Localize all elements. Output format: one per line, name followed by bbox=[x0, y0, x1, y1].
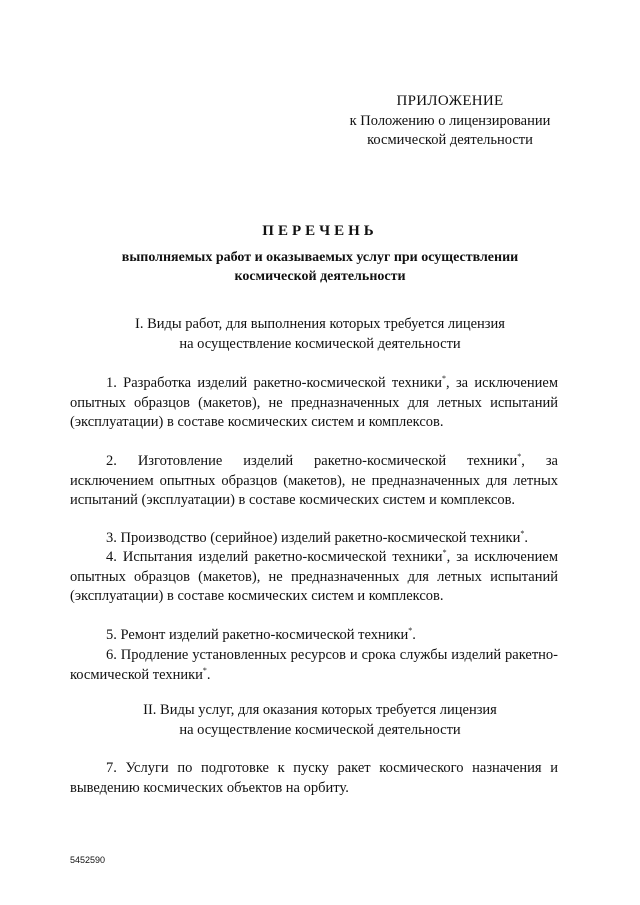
item-1-text: 1. Разработка изделий ракетно-космической техники bbox=[106, 375, 443, 391]
section-2-line-1: II. Виды услуг, для оказания которых требуется лицензия bbox=[143, 702, 497, 718]
item-6-rest: . bbox=[206, 666, 211, 683]
footnote-mark: * bbox=[202, 665, 207, 675]
appendix-line-1: к Положению о лицензировании bbox=[349, 112, 551, 129]
section-1-line-2: на осуществление космической деятельности bbox=[179, 335, 461, 352]
footnote-mark: * bbox=[408, 626, 413, 636]
item-1-rest: , за исключением опытных образцов (макетов), не предназначенных для летных испытаний (эксплуатации) в составе космических систем и комплексов. bbox=[70, 375, 559, 430]
section-2-title bbox=[70, 701, 570, 740]
footnote-mark: * bbox=[517, 452, 522, 462]
document-title: ПЕРЕЧЕНЬ bbox=[262, 223, 378, 239]
list-item-7 bbox=[70, 759, 558, 798]
item-2-text: 2. Изготовление изделий ракетно-космической техники bbox=[106, 453, 518, 469]
list-item-6 bbox=[70, 646, 558, 685]
list-item-5 bbox=[70, 626, 558, 646]
subtitle-line-1: выполняемых работ и оказываемых услуг при осуществлении bbox=[121, 250, 519, 265]
document-code: 5452590 bbox=[70, 855, 106, 865]
list-item-3 bbox=[70, 529, 558, 549]
section-1-title bbox=[70, 315, 570, 354]
appendix-title: ПРИЛОЖЕНИЕ bbox=[396, 93, 504, 109]
item-5-text: 5. Ремонт изделий ракетно-космической техники bbox=[106, 627, 409, 643]
appendix-line-2: космической деятельности bbox=[367, 132, 533, 148]
subtitle-line-2: космической деятельности bbox=[234, 269, 406, 284]
item-4-rest: , за исключением опытных образцов (макетов), не предназначенных для летных испытаний (эксплуатации) в составе космических систем и комплексов. bbox=[70, 549, 558, 604]
document-subtitle bbox=[70, 248, 570, 286]
section-1-line-1: I. Виды работ, для выполнения которых требуется лицензия bbox=[135, 316, 505, 332]
appendix-block bbox=[320, 92, 580, 151]
footnote-mark: * bbox=[442, 548, 447, 558]
item-3-text: 3. Производство (серийное) изделий ракетно-космической техники bbox=[106, 530, 521, 546]
list-item-2 bbox=[70, 452, 558, 511]
footnote-mark: * bbox=[520, 529, 525, 539]
item-4-text: 4. Испытания изделий ракетно-космической техники bbox=[106, 549, 443, 565]
item-5-rest: . bbox=[412, 627, 416, 643]
list-item-4 bbox=[70, 548, 558, 607]
item-2-rest: , за исключением опытных образцов (макетов), не предназначенных для летных испытаний (эксплуатации) в составе космических систем и комплексов. bbox=[70, 453, 558, 508]
list-item-1 bbox=[70, 374, 558, 433]
item-7-text: 7. Услуги по подготовке к пуску ракет космического назначения и выведению космических объектов на орбиту. bbox=[70, 760, 558, 796]
footnote-mark: * bbox=[442, 374, 447, 384]
item-6-text: 6. Продление установленных ресурсов и срока службы изделий ракетно-космической техники bbox=[70, 647, 558, 683]
item-3-rest: . bbox=[524, 530, 528, 546]
section-2-line-2: на осуществление космической деятельности bbox=[179, 721, 461, 738]
